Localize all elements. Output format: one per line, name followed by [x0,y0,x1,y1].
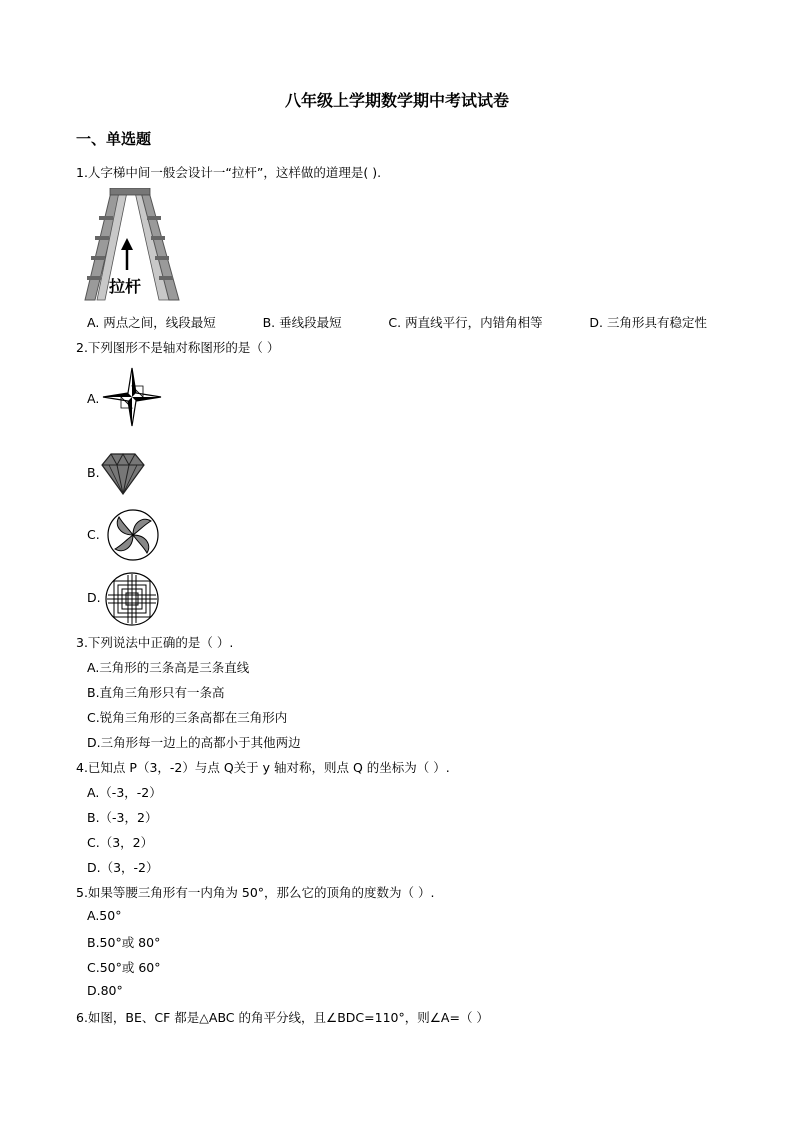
option-a[interactable]: A.三角形的三条高是三条直线 [87,660,250,675]
option-b[interactable]: B. 垂线段最短 [262,315,342,330]
option-d[interactable]: D.80° [87,983,123,998]
option-a[interactable]: A. 两点之间，线段最短 [87,315,216,330]
page-title: 八年级上学期数学期中考试试卷 [284,91,509,110]
question-2-text: 2.下列图形不是轴对称图形的是（ ） [76,340,280,355]
figure-label-pull-rod: 拉杆 [109,277,142,296]
question-5-text: 5.如果等腰三角形有一内角为 50°，那么它的顶角的度数为（ ）. [76,885,435,900]
square-pattern-circle-icon [104,571,160,627]
option-b[interactable]: B.50°或 80° [87,935,161,950]
option-c-label[interactable]: C. [87,527,100,542]
question-3-text: 3.下列说法中正确的是（ ）. [76,635,234,650]
option-a[interactable]: A.（-3，-2） [87,785,162,800]
compass-star-icon [101,366,163,428]
option-b-label[interactable]: B. [87,465,100,480]
section-heading: 一、单选题 [76,130,152,148]
option-d[interactable]: D. 三角形具有稳定性 [589,315,707,330]
option-d[interactable]: D.（3，-2） [87,860,159,875]
question-1-options [87,313,707,331]
swirl-circle-icon [106,508,160,562]
option-c[interactable]: C.（3，2） [87,835,154,850]
option-c[interactable]: C. 两直线平行，内错角相等 [388,315,543,330]
ladder-figure [83,188,183,304]
option-b[interactable]: B.（-3，2） [87,810,158,825]
question-1-text: 1.人字梯中间一般会设计一“拉杆”，这样做的道理是( ). [76,165,382,180]
option-a-label[interactable]: A. [87,391,100,406]
option-b[interactable]: B.直角三角形只有一条高 [87,685,225,700]
option-c[interactable]: C.锐角三角形的三条高都在三角形内 [87,710,288,725]
question-6-text: 6.如图，BE、CF 都是△ABC 的角平分线，且∠BDC=110°，则∠A=（ ） [76,1010,489,1025]
diamond-gem-icon [101,451,145,495]
option-c[interactable]: C.50°或 60° [87,960,161,975]
question-4-text: 4.已知点 P（3，-2）与点 Q关于 y 轴对称，则点 Q 的坐标为（ ）. [76,760,450,775]
option-d-label[interactable]: D. [87,590,101,605]
option-d[interactable]: D.三角形每一边上的高都小于其他两边 [87,735,301,750]
option-a[interactable]: A.50° [87,908,122,923]
